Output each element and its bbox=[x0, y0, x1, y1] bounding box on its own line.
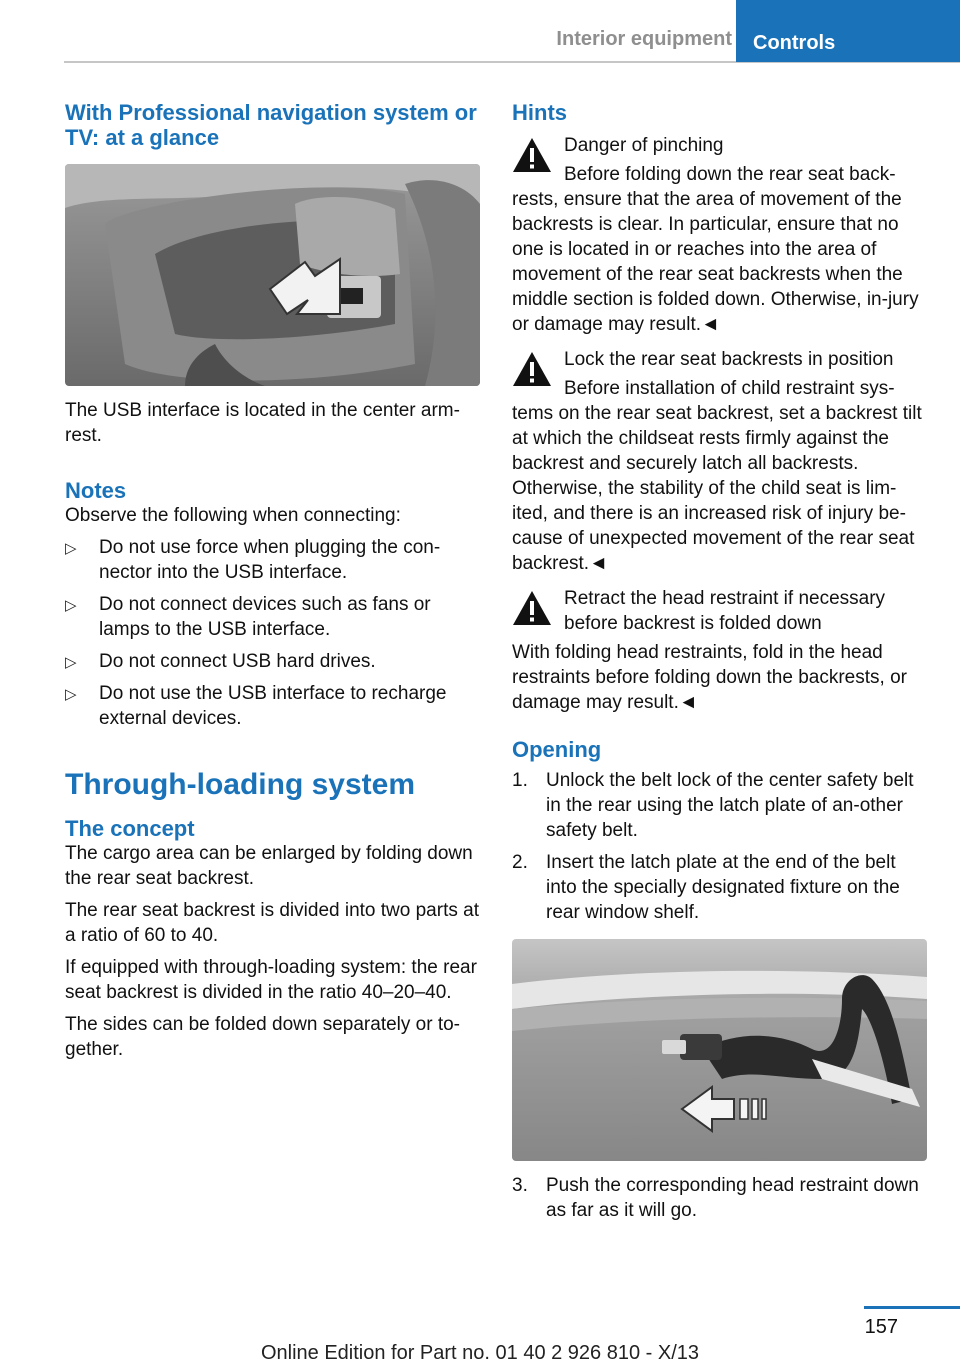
warning-triangle-icon bbox=[512, 137, 552, 173]
right-column bbox=[512, 100, 927, 1230]
bullet-marker: ▷ bbox=[65, 540, 77, 557]
header-section-title: Interior equipment bbox=[556, 28, 732, 50]
concept-paragraph: The sides can be folded down separately or to‐gether. bbox=[65, 1014, 461, 1060]
page-number: 157 bbox=[864, 1316, 898, 1338]
footer-rule bbox=[864, 1306, 960, 1309]
hints-heading: Hints bbox=[512, 100, 567, 125]
warning-title: Retract the head restraint if necessary before backrest is folded down bbox=[564, 588, 886, 634]
header-chapter-tab: Controls bbox=[736, 0, 960, 62]
step-number: 2. bbox=[512, 852, 528, 873]
opening-steps bbox=[512, 768, 927, 925]
edition-footer: Online Edition for Part no. 01 40 2 926 810 - X/13 bbox=[260, 1342, 700, 1364]
warning-body: With folding head restraints, fold in the head restraints before folding down the backrests, or damage may result.◄ bbox=[512, 642, 907, 713]
list-item: 1. Unlock the belt lock of the center safety belt in the rear using the latch plate of an‐other safety belt. bbox=[512, 770, 914, 841]
warning-block bbox=[512, 133, 927, 337]
belt-latch-photo bbox=[512, 939, 927, 1161]
section-title: Through-loading system bbox=[65, 768, 416, 801]
warning-title: Lock the rear seat backrests in position bbox=[564, 349, 894, 370]
concept-paragraph: If equipped with through-loading system: the rear seat backrest is divided in the ratio 40–20–40. bbox=[65, 957, 477, 1003]
step-number: 1. bbox=[512, 770, 528, 791]
glance-heading: With Professional navigation system or TV: at a glance bbox=[65, 100, 477, 150]
concept-paragraph: The rear seat backrest is divided into two parts at a ratio of 60 to 40. bbox=[65, 900, 479, 946]
list-item: ▷ Do not use the USB interface to recharge external devices. bbox=[65, 683, 447, 729]
warning-triangle-icon bbox=[512, 590, 552, 626]
warning-block bbox=[512, 347, 927, 576]
warning-block bbox=[512, 586, 927, 715]
list-item: ▷ Do not connect USB hard drives. bbox=[65, 649, 480, 674]
warning-title: Danger of pinching bbox=[564, 135, 724, 156]
list-item: ▷ Do not connect devices such as fans or lamps to the USB interface. bbox=[65, 594, 431, 640]
list-item: ▷ Do not use force when plugging the con‐nector into the USB interface. bbox=[65, 537, 441, 583]
notes-intro: Observe the following when connecting: bbox=[65, 505, 401, 526]
bullet-marker: ▷ bbox=[65, 654, 77, 671]
warning-triangle-icon bbox=[512, 351, 552, 387]
warning-body: Before installation of child restraint sys‐tems on the rear seat backrest, set a backrest tilt at which the childseat rests firmly against the backrest and securely latch all backrests. Otherwise, the stability of the child seat is lim‐ited, and there is an increased risk of injury be‐cause of unexpected movement of the rear seat backrest.◄ bbox=[512, 378, 922, 574]
bullet-marker: ▷ bbox=[65, 686, 77, 703]
notes-list bbox=[65, 535, 480, 731]
concept-paragraph: The cargo area can be enlarged by folding down the rear seat backrest. bbox=[65, 843, 473, 889]
notes-heading: Notes bbox=[65, 478, 127, 503]
usb-armrest-photo bbox=[65, 164, 480, 386]
usb-caption: The USB interface is located in the center arm‐rest. bbox=[65, 400, 460, 446]
bullet-marker: ▷ bbox=[65, 597, 77, 614]
list-item: 3. Push the corresponding head restraint down as far as it will go. bbox=[512, 1175, 919, 1221]
list-item: 2. Insert the latch plate at the end of the belt into the specially designated fixture on the rear window shelf. bbox=[512, 852, 900, 923]
step-number: 3. bbox=[512, 1175, 528, 1196]
left-column bbox=[65, 100, 480, 1069]
warning-body: Before folding down the rear seat back‐rests, ensure that the area of movement of the backrests is clear. In particular, ensure that no one is located in or reaches into the area of movement of the rear seat backrests when the middle section is folded down. Otherwise, in‐jury or damage may result.◄ bbox=[512, 164, 919, 335]
opening-steps-continued bbox=[512, 1173, 927, 1223]
concept-heading: The concept bbox=[65, 816, 195, 841]
opening-heading: Opening bbox=[512, 737, 602, 762]
